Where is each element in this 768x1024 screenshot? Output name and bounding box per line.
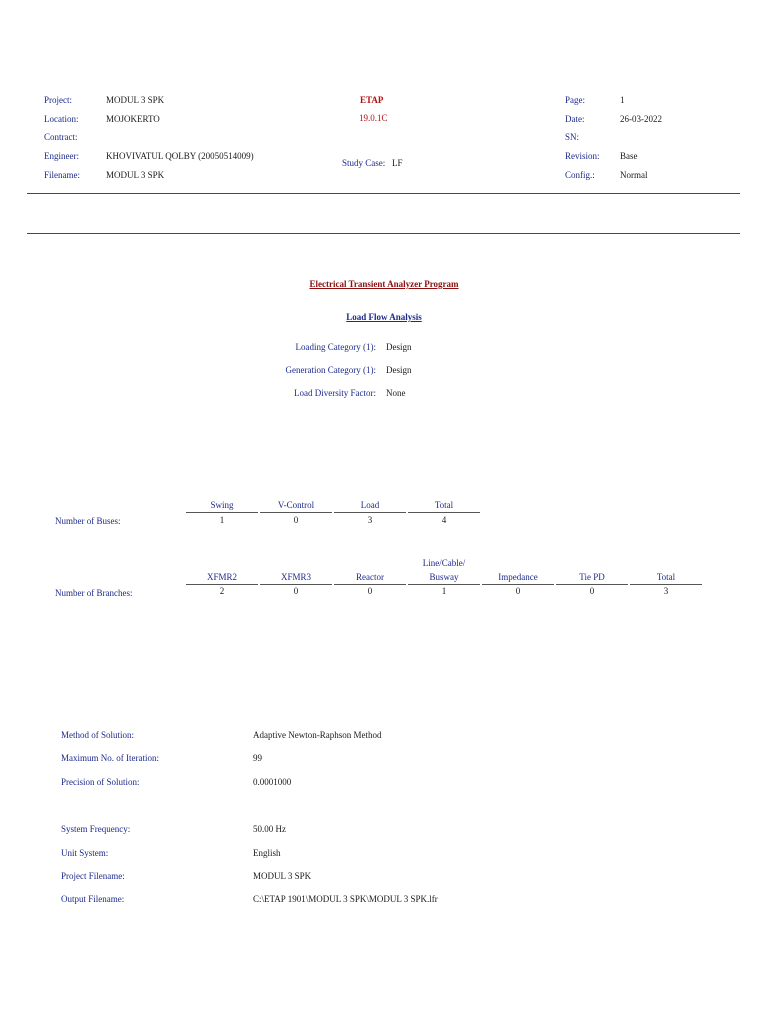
buses-col-load-rule bbox=[334, 512, 406, 513]
buses-col-total-value: 4 bbox=[441, 515, 447, 525]
config-value: Normal bbox=[620, 170, 648, 180]
load-diversity-label: Load Diversity Factor: bbox=[294, 388, 376, 398]
buses-col-swing-value: 1 bbox=[219, 515, 225, 525]
project-label: Project: bbox=[44, 95, 72, 105]
location-label: Location: bbox=[44, 114, 79, 124]
branches-col-total-value: 3 bbox=[663, 586, 669, 596]
unit-system-label: Unit System: bbox=[61, 848, 109, 858]
engineer-label: Engineer: bbox=[44, 151, 79, 161]
branches-col-reactor-rule bbox=[334, 584, 406, 585]
contract-label: Contract: bbox=[44, 132, 78, 142]
branches-col-xfmr3-head: XFMR3 bbox=[280, 572, 311, 582]
page-value: 1 bbox=[620, 95, 625, 105]
buses-col-vcontrol-head: V-Control bbox=[277, 500, 315, 510]
branches-col-reactor-head: Reactor bbox=[356, 572, 384, 582]
branches-col-impedance-head: Impedance bbox=[498, 572, 538, 582]
branches-col-line-head1: Line/Cable/ bbox=[422, 558, 466, 568]
branches-col-tiepd-value: 0 bbox=[589, 586, 595, 596]
method-value: Adaptive Newton-Raphson Method bbox=[253, 730, 382, 740]
revision-value: Base bbox=[620, 151, 638, 161]
sn-label: SN: bbox=[565, 132, 580, 142]
study-case-value: LF bbox=[392, 158, 403, 168]
branches-row-label: Number of Branches: bbox=[55, 588, 133, 598]
project-filename-label: Project Filename: bbox=[61, 871, 125, 881]
branches-col-total-head: Total bbox=[656, 572, 676, 582]
buses-col-vcontrol-value: 0 bbox=[293, 515, 299, 525]
buses-col-total-head: Total bbox=[434, 500, 454, 510]
header-rule-bottom bbox=[27, 233, 740, 234]
branches-col-xfmr2-rule bbox=[186, 584, 258, 585]
precision-value: 0.0001000 bbox=[253, 777, 292, 787]
generation-category-label: Generation Category (1): bbox=[285, 365, 376, 375]
loading-category-label: Loading Category (1): bbox=[295, 342, 376, 352]
branches-col-line-head2: Busway bbox=[429, 572, 459, 582]
date-value: 26-03-2022 bbox=[620, 114, 662, 124]
buses-col-load-value: 3 bbox=[367, 515, 373, 525]
branches-col-impedance-rule bbox=[482, 584, 554, 585]
app-version: 19.0.1C bbox=[359, 113, 388, 123]
output-filename-value: C:\ETAP 1901\MODUL 3 SPK\MODUL 3 SPK.lfr bbox=[253, 894, 438, 904]
report-subtitle: Load Flow Analysis bbox=[346, 312, 422, 322]
branches-col-reactor-value: 0 bbox=[367, 586, 373, 596]
branches-col-xfmr2-value: 2 bbox=[219, 586, 225, 596]
study-case-label: Study Case: bbox=[342, 158, 386, 168]
branches-col-tiepd-rule bbox=[556, 584, 628, 585]
project-filename-value: MODUL 3 SPK bbox=[253, 871, 312, 881]
max-iteration-value: 99 bbox=[253, 753, 262, 763]
project-value: MODUL 3 SPK bbox=[106, 95, 165, 105]
output-filename-label: Output Filename: bbox=[61, 894, 125, 904]
loading-category-value: Design bbox=[386, 342, 412, 352]
buses-col-swing-head: Swing bbox=[210, 500, 234, 510]
page-label: Page: bbox=[565, 95, 585, 105]
app-name: ETAP bbox=[360, 95, 384, 105]
branches-col-xfmr3-value: 0 bbox=[293, 586, 299, 596]
header-rule-top bbox=[27, 193, 740, 194]
branches-col-xfmr2-head: XFMR2 bbox=[206, 572, 237, 582]
branches-col-line-value: 1 bbox=[441, 586, 447, 596]
frequency-value: 50.00 Hz bbox=[253, 824, 286, 834]
config-label: Config.: bbox=[565, 170, 595, 180]
buses-row-label: Number of Buses: bbox=[55, 516, 121, 526]
frequency-label: System Frequency: bbox=[61, 824, 131, 834]
method-label: Method of Solution: bbox=[61, 730, 135, 740]
generation-category-value: Design bbox=[386, 365, 412, 375]
revision-label: Revision: bbox=[565, 151, 600, 161]
filename-label: Filename: bbox=[44, 170, 80, 180]
buses-col-load-head: Load bbox=[360, 500, 380, 510]
report-title: Electrical Transient Analyzer Program bbox=[309, 279, 459, 289]
engineer-value: KHOVIVATUL QOLBY (20050514009) bbox=[106, 151, 254, 161]
buses-col-vcontrol-rule bbox=[260, 512, 332, 513]
branches-col-total-rule bbox=[630, 584, 702, 585]
buses-col-swing-rule bbox=[186, 512, 258, 513]
location-value: MOJOKERTO bbox=[106, 114, 160, 124]
unit-system-value: English bbox=[253, 848, 281, 858]
load-diversity-value: None bbox=[386, 388, 406, 398]
buses-col-total-rule bbox=[408, 512, 480, 513]
precision-label: Precision of Solution: bbox=[61, 777, 140, 787]
branches-col-xfmr3-rule bbox=[260, 584, 332, 585]
max-iteration-label: Maximum No. of Iteration: bbox=[61, 753, 159, 763]
branches-col-impedance-value: 0 bbox=[515, 586, 521, 596]
date-label: Date: bbox=[565, 114, 585, 124]
branches-col-line-rule bbox=[408, 584, 480, 585]
filename-value: MODUL 3 SPK bbox=[106, 170, 165, 180]
branches-col-tiepd-head: Tie PD bbox=[579, 572, 605, 582]
